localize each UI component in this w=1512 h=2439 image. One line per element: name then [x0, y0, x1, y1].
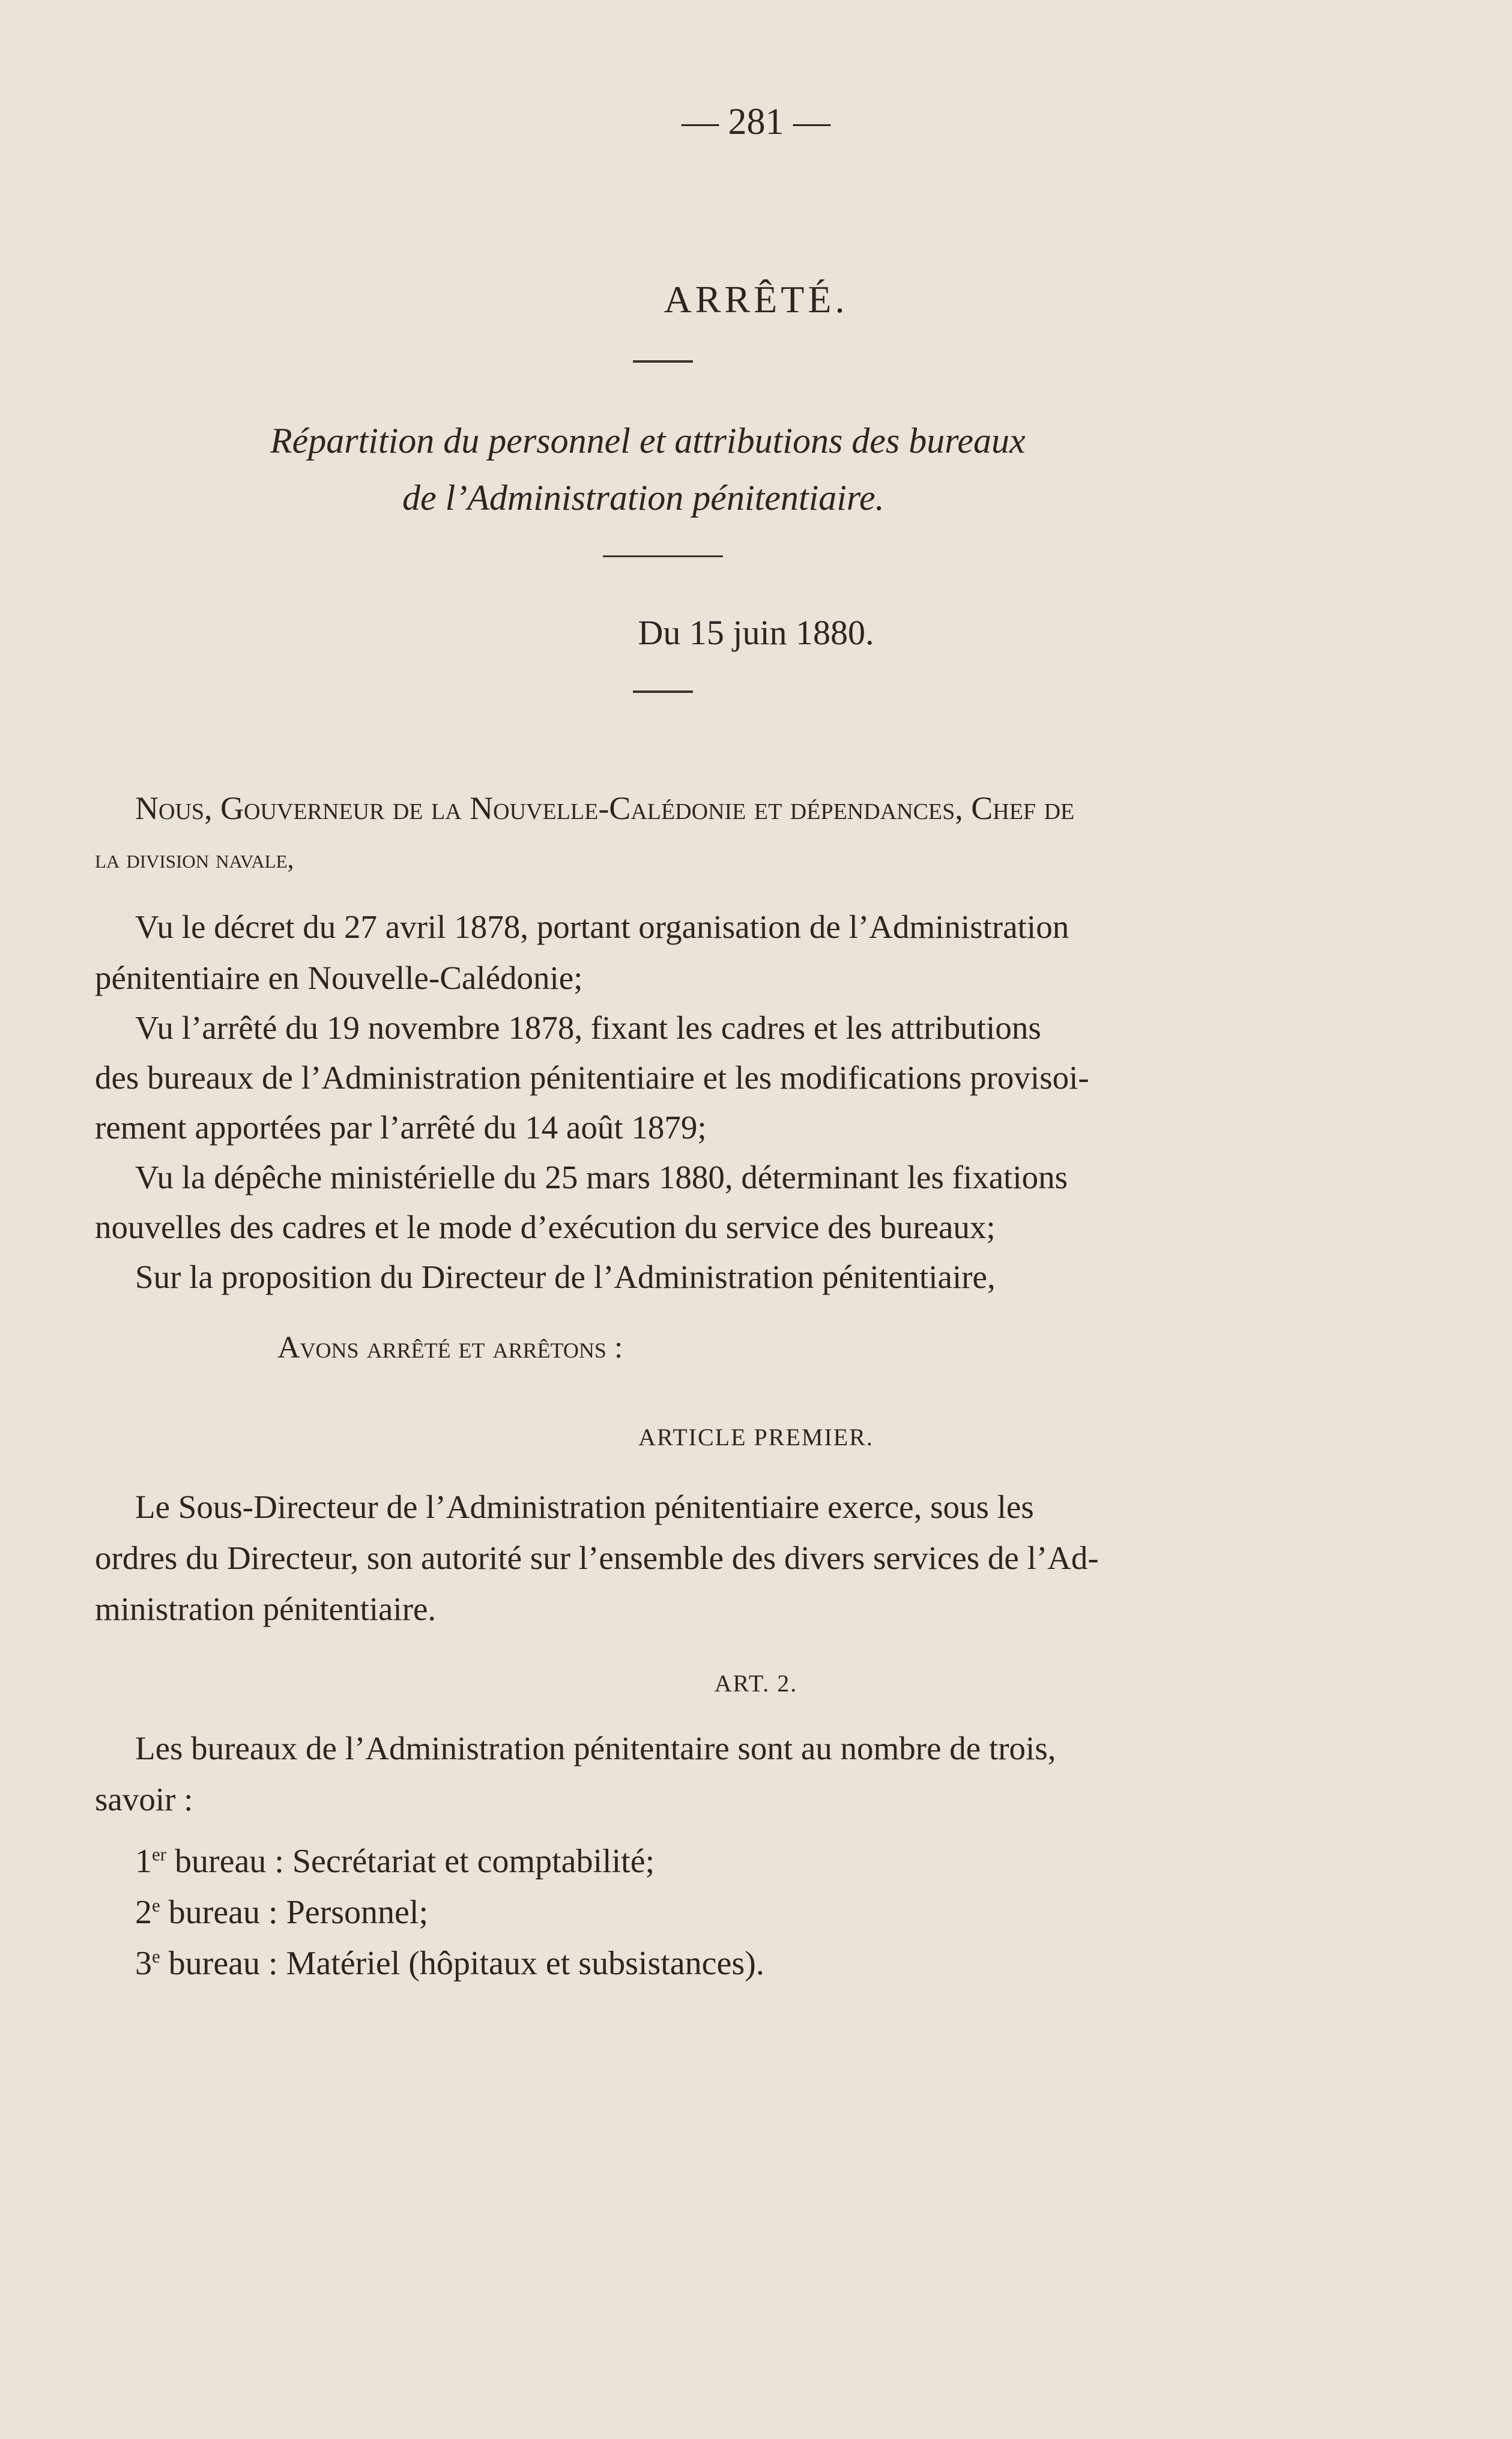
- visa-line-7: nouvelles des cadres et le mode d’exécution du service des bureaux;: [95, 1209, 996, 1245]
- date-divider: [633, 691, 693, 693]
- bureau-number: 1: [135, 1843, 152, 1880]
- visa-line-3: Vu l’arrêté du 19 novembre 1878, fixant les cadres et les attributions: [135, 1009, 1041, 1046]
- visa-line-2: pénitentiaire en Nouvelle-Calédonie;: [95, 960, 583, 996]
- decision-formula: Avons arrêté et arrêtons :: [277, 1331, 623, 1365]
- bureau-number: 3: [135, 1945, 152, 1982]
- article-1-line-2: ordres du Directeur, son autorité sur l’ensemble des divers services de l’Ad-: [95, 1540, 1099, 1576]
- bureau-description: bureau : Secrétariat et comptabilité;: [166, 1843, 655, 1880]
- article-2-line-1: Les bureaux de l’Administration pénitentaire sont au nombre de trois,: [135, 1730, 1056, 1767]
- subtitle-line-2: de l’Administration pénitentiaire.: [402, 478, 885, 518]
- preamble-line-1: Nous, Gouverneur de la Nouvelle-Calédonie et dépendances, Chef de: [135, 790, 1075, 826]
- document-title: ARRÊTÉ.: [664, 278, 848, 321]
- preamble-line-2: la division navale,: [95, 844, 294, 874]
- article-2-heading: ART. 2.: [714, 1670, 798, 1697]
- visa-line-4: des bureaux de l’Administration pénitentiaire et les modifications provisoi-: [95, 1059, 1089, 1096]
- bureau-number: 2: [135, 1894, 152, 1931]
- ordinal-suffix: er: [152, 1844, 166, 1865]
- title-divider: [633, 360, 693, 363]
- article-1-heading: ARTICLE PREMIER.: [638, 1424, 874, 1451]
- bureau-list-item-2: [135, 1893, 428, 1932]
- document-date: Du 15 juin 1880.: [638, 613, 874, 652]
- bureau-list-item-3: [135, 1944, 764, 1983]
- ordinal-suffix: e: [152, 1895, 160, 1916]
- article-1-line-3: ministration pénitentiaire.: [95, 1591, 437, 1627]
- subtitle-line-1: Répartition du personnel et attributions des bureaux: [270, 421, 1026, 461]
- bureau-description: bureau : Matériel (hôpitaux et subsistances).: [160, 1945, 764, 1982]
- article-2-line-2: savoir :: [95, 1781, 193, 1818]
- page-number: — 281 —: [682, 101, 830, 142]
- ordinal-suffix: e: [152, 1946, 160, 1967]
- bureau-description: bureau : Personnel;: [160, 1894, 429, 1931]
- bureau-list-item-1: [135, 1842, 655, 1881]
- visa-line-5: rement apportées par l’arrêté du 14 août 1879;: [95, 1109, 707, 1146]
- subtitle-divider: [603, 555, 723, 557]
- visa-line-6: Vu la dépêche ministérielle du 25 mars 1880, déterminant les fixations: [135, 1159, 1068, 1195]
- article-1-line-1: Le Sous-Directeur de l’Administration pénitentiaire exerce, sous les: [135, 1488, 1034, 1525]
- visa-line-1: Vu le décret du 27 avril 1878, portant organisation de l’Administration: [135, 908, 1069, 945]
- visa-line-8: Sur la proposition du Directeur de l’Administration pénitentiaire,: [135, 1259, 996, 1295]
